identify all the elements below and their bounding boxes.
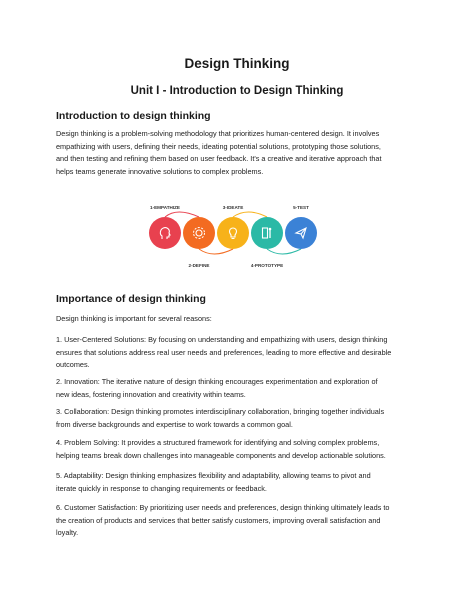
step-label-define: 2-DEFINE bbox=[188, 263, 210, 268]
text-line: 6. Customer Satisfaction: By prioritizing user needs and preferences, design thinking ultimately leads to bbox=[56, 503, 390, 512]
point-user-centered bbox=[56, 334, 426, 372]
text-line: new ideas, fostering innovation and creativity within teams. bbox=[56, 389, 246, 399]
text-line: iterate quickly in response to changing requirements or feedback. bbox=[56, 483, 267, 493]
point-problem-solving bbox=[56, 437, 426, 462]
unit-heading: Unit I - Introduction to Design Thinking bbox=[130, 85, 344, 97]
importance-intro: Design thinking is important for several reasons: bbox=[56, 314, 212, 323]
define-circle bbox=[183, 217, 215, 249]
intro-heading: Introduction to design thinking bbox=[56, 110, 211, 122]
text-line: Design thinking is a problem-solving methodology that prioritizes human-centered design. It involves bbox=[56, 129, 380, 138]
text-line: 1. User-Centered Solutions: By focusing on understanding and empathizing with users, design thinking bbox=[56, 335, 388, 344]
step-label-test: 5-TEST bbox=[293, 205, 309, 210]
gear-head-icon bbox=[191, 225, 207, 241]
design-thinking-process-diagram bbox=[147, 203, 327, 273]
paper-plane-icon bbox=[293, 225, 309, 241]
point-collaboration bbox=[56, 406, 426, 431]
point-innovation bbox=[56, 376, 426, 401]
step-label-ideate: 3-IDEATE bbox=[222, 205, 244, 210]
head-icon bbox=[157, 225, 173, 241]
text-line: 3. Collaboration: Design thinking promotes interdisciplinary collaboration, bringing together individuals bbox=[56, 407, 385, 416]
text-line: helping teams break down challenges into manageable components and develop actionable solutions. bbox=[56, 450, 386, 460]
text-line: 4. Problem Solving: It provides a structured framework for identifying and solving complex problems, bbox=[56, 438, 380, 447]
text-line: helps teams generate innovative solutions to complex problems. bbox=[56, 166, 264, 176]
step-label-empathize: 1-EMPATHIZE bbox=[150, 205, 180, 210]
point-adaptability bbox=[56, 470, 426, 495]
tools-icon bbox=[259, 225, 275, 241]
text-line: outcomes. bbox=[56, 360, 90, 370]
empathize-circle bbox=[149, 217, 181, 249]
step-label-prototype: 4-PROTOTYPE bbox=[250, 263, 284, 268]
intro-paragraph bbox=[56, 128, 426, 178]
prototype-circle bbox=[251, 217, 283, 249]
text-line: ensures that solutions address real user needs and preferences, leading to more effective and desirable bbox=[56, 347, 392, 357]
text-line: the creation of products and services that better satisfy customers, improving overall satisfaction and bbox=[56, 515, 381, 525]
point-customer-satisfaction bbox=[56, 502, 426, 540]
text-line: loyalty. bbox=[56, 528, 79, 538]
text-line: and then testing and refining them based on user feedback. It's a creative and iterative approach that bbox=[56, 154, 382, 164]
importance-heading: Importance of design thinking bbox=[56, 293, 206, 305]
ideate-circle bbox=[217, 217, 249, 249]
text-line: 5. Adaptability: Design thinking emphasizes flexibility and adaptability, allowing teams to pivot and bbox=[56, 471, 371, 480]
text-line: 2. Innovation: The iterative nature of design thinking encourages experimentation and exploration of bbox=[56, 377, 378, 386]
test-circle bbox=[285, 217, 317, 249]
document-title: Design Thinking bbox=[184, 56, 290, 71]
text-line: from diverse backgrounds and expertise to work towards a common goal. bbox=[56, 419, 293, 429]
text-line: empathizing with users, defining their needs, ideating potential solutions, prototyping those solutions, bbox=[56, 141, 381, 151]
lightbulb-head-icon bbox=[225, 225, 241, 241]
